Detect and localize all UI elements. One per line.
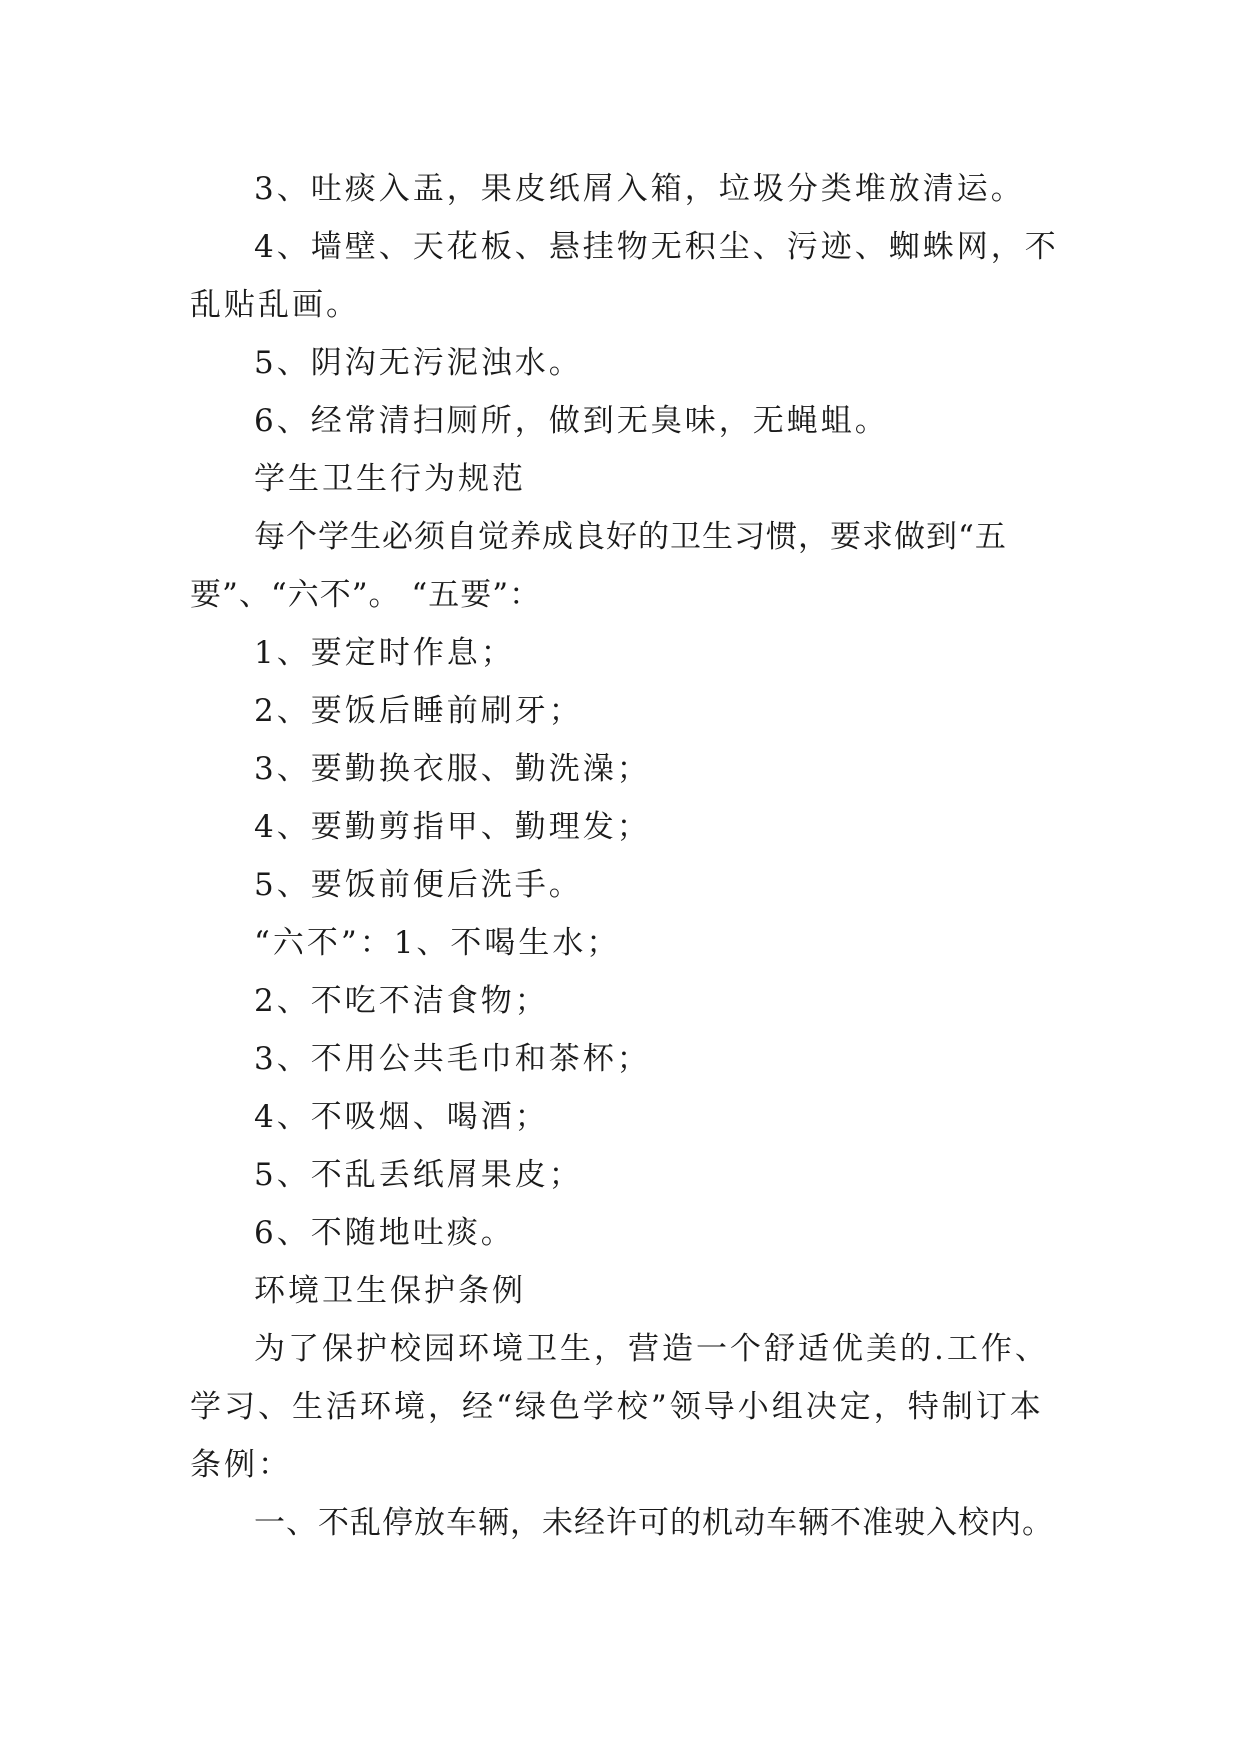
list-item: 1、要定时作息； [254,635,515,671]
paragraph: 6、经常清扫厕所，做到无臭味，无蝇蛆。 [254,403,889,439]
list-item: 3、要勤换衣服、勤洗澡； [254,751,651,787]
list-item: 5、不乱丢纸屑果皮； [254,1157,583,1193]
list-item: “六不”：1、不喝生水； [254,925,621,961]
paragraph: 为了保护校园环境卫生，营造一个舒适优美的.工作、学习、生活环境，经“绿色学校”领导小组决定，特制订本条例： [190,1331,1049,1483]
list-item: 4、不吸烟、喝酒； [254,1099,549,1135]
paragraph: 4、墙壁、天花板、悬挂物无积尘、污迹、蜘蛛网，不乱贴乱画。 [190,229,1059,323]
list-item: 4、要勤剪指甲、勤理发； [254,809,651,845]
section-heading: 环境卫生保护条例 [254,1273,526,1309]
paragraph: 3、吐痰入盂，果皮纸屑入箱，垃圾分类堆放清运。 [254,171,1025,207]
list-item: 6、不随地吐痰。 [254,1215,515,1251]
list-item: 2、要饭后睡前刷牙； [254,693,583,729]
list-item: 5、要饭前便后洗手。 [254,867,583,903]
paragraph: 一、不乱停放车辆，未经许可的机动车辆不准驶入校内。 [254,1505,1054,1541]
document-body [190,160,1060,1552]
paragraph: 每个学生必须自觉养成良好的卫生习惯，要求做到“五要”、“六不”。 “五要”： [190,519,1007,613]
list-item: 3、不用公共毛巾和茶杯； [254,1041,651,1077]
paragraph: 5、阴沟无污泥浊水。 [254,345,583,381]
list-item: 2、不吃不洁食物； [254,983,549,1019]
section-heading: 学生卫生行为规范 [254,461,526,497]
